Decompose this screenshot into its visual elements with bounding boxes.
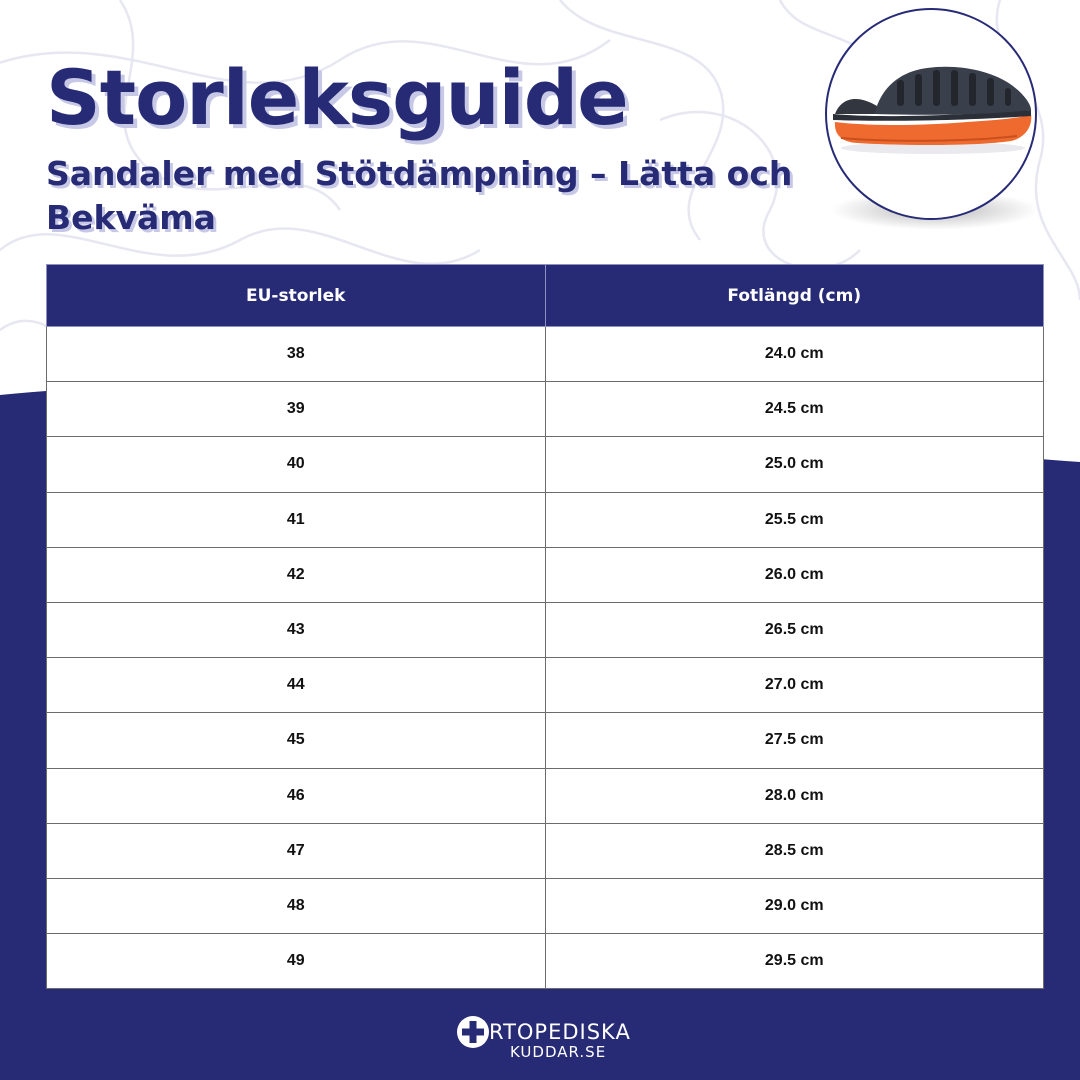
foot-length-cell: 26.0 cm: [545, 547, 1044, 602]
logo-text-line1: RTOPEDISKA: [489, 1020, 631, 1044]
eu-size-cell: 41: [47, 492, 546, 547]
eu-size-cell: 42: [47, 547, 546, 602]
foot-length-cell: 25.5 cm: [545, 492, 1044, 547]
foot-length-cell: 28.0 cm: [545, 768, 1044, 823]
foot-length-cell: 28.5 cm: [545, 823, 1044, 878]
eu-size-cell: 43: [47, 602, 546, 657]
eu-size-cell: 47: [47, 823, 546, 878]
table-row: [47, 934, 1044, 989]
eu-size-cell: 45: [47, 713, 546, 768]
table-row: [47, 602, 1044, 657]
eu-size-cell: 38: [47, 327, 546, 382]
column-header-foot-length: Fotlängd (cm): [545, 265, 1044, 327]
foot-length-cell: 26.5 cm: [545, 602, 1044, 657]
column-header-eu-size: EU-storlek: [47, 265, 546, 327]
foot-length-cell: 24.5 cm: [545, 382, 1044, 437]
foot-length-cell: 25.0 cm: [545, 437, 1044, 492]
sandal-image: [827, 10, 1037, 220]
eu-size-cell: 40: [47, 437, 546, 492]
eu-size-cell: 49: [47, 934, 546, 989]
eu-size-cell: 39: [47, 382, 546, 437]
medical-cross-icon: [456, 1015, 490, 1049]
table-row: [47, 382, 1044, 437]
table-row: [47, 327, 1044, 382]
foot-length-cell: 27.5 cm: [545, 713, 1044, 768]
eu-size-cell: 46: [47, 768, 546, 823]
table-row: [47, 768, 1044, 823]
page-subtitle: Sandaler med Stötdämpning – Lätta och Bekväma: [46, 154, 793, 237]
foot-length-cell: 29.5 cm: [545, 934, 1044, 989]
size-table: [46, 264, 1044, 989]
table-row: [47, 437, 1044, 492]
product-image-circle: [825, 8, 1037, 220]
table-row: [47, 713, 1044, 768]
eu-size-cell: 48: [47, 878, 546, 933]
table-row: [47, 492, 1044, 547]
page-title: Storleksguide: [46, 53, 628, 142]
eu-size-cell: 44: [47, 658, 546, 713]
table-row: [47, 547, 1044, 602]
table-row: [47, 823, 1044, 878]
foot-length-cell: 27.0 cm: [545, 658, 1044, 713]
foot-length-cell: 24.0 cm: [545, 327, 1044, 382]
table-header-row: [47, 265, 1044, 327]
table-row: [47, 658, 1044, 713]
foot-length-cell: 29.0 cm: [545, 878, 1044, 933]
logo-text-line2: KUDDAR.SE: [510, 1043, 607, 1061]
table-row: [47, 878, 1044, 933]
